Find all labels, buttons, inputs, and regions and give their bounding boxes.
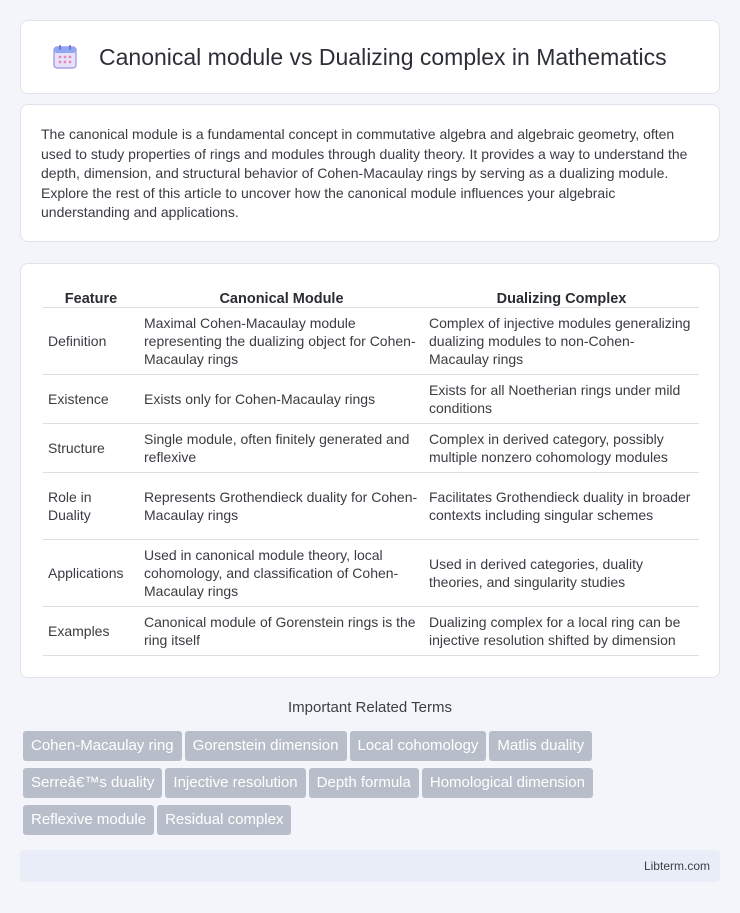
row-canonical: Represents Grothendieck duality for Cohen-Macaulay rings <box>139 473 424 540</box>
table-row <box>43 424 699 473</box>
row-canonical: Used in canonical module theory, local cohomology, and classification of Cohen-Macaulay rings <box>139 540 424 607</box>
row-dualizing: Complex of injective modules generalizing dualizing modules to non-Cohen-Macaulay rings <box>424 308 699 375</box>
calendar-icon <box>51 43 79 71</box>
row-feature: Applications <box>43 540 139 607</box>
row-feature: Structure <box>43 424 139 473</box>
related-term-tag[interactable]: Residual complex <box>157 805 291 835</box>
row-canonical: Canonical module of Gorenstein rings is the ring itself <box>139 607 424 656</box>
row-canonical: Single module, often finitely generated and reflexive <box>139 424 424 473</box>
header-feature: Feature <box>43 286 139 308</box>
table-header-row <box>43 286 699 308</box>
related-term-tag[interactable]: Gorenstein dimension <box>185 731 347 761</box>
related-term-tag[interactable]: Local cohomology <box>350 731 487 761</box>
table-row <box>43 607 699 656</box>
comparison-table-card <box>20 263 720 678</box>
related-term-tag[interactable]: Injective resolution <box>165 768 305 798</box>
table-row <box>43 308 699 375</box>
comparison-table <box>43 286 699 656</box>
row-dualizing: Dualizing complex for a local ring can be injective resolution shifted by dimension <box>424 607 699 656</box>
row-feature: Definition <box>43 308 139 375</box>
related-terms-tags <box>23 731 723 842</box>
footer <box>20 850 720 882</box>
row-dualizing: Exists for all Noetherian rings under mild conditions <box>424 375 699 424</box>
row-dualizing: Complex in derived category, possibly multiple nonzero cohomology modules <box>424 424 699 473</box>
related-term-tag[interactable]: Cohen-Macaulay ring <box>23 731 182 761</box>
row-dualizing: Facilitates Grothendieck duality in broader contexts including singular schemes <box>424 473 699 540</box>
table-row <box>43 540 699 607</box>
row-canonical: Exists only for Cohen-Macaulay rings <box>139 375 424 424</box>
row-canonical: Maximal Cohen-Macaulay module representing the dualizing object for Cohen-Macaulay rings <box>139 308 424 375</box>
related-term-tag[interactable]: Depth formula <box>309 768 419 798</box>
row-dualizing: Used in derived categories, duality theories, and singularity studies <box>424 540 699 607</box>
intro-text: The canonical module is a fundamental concept in commutative algebra and algebraic geometry, often used to study properties of rings and modules through duality theory. It provides a way to understand the depth, dimension, and structural behavior of Cohen-Macaulay rings by serving as a dualizing module. Explore the rest of this article to uncover how the canonical module influences your algebraic understanding and applications. <box>41 126 688 221</box>
header-canonical-module: Canonical Module <box>139 286 424 308</box>
header-card <box>20 20 720 94</box>
row-feature: Role in Duality <box>43 473 139 540</box>
related-term-tag[interactable]: Matlis duality <box>489 731 592 761</box>
intro-card <box>20 104 720 242</box>
table-row <box>43 473 699 540</box>
table-row <box>43 375 699 424</box>
related-term-tag[interactable]: Homological dimension <box>422 768 593 798</box>
header-dualizing-complex: Dualizing Complex <box>424 286 699 308</box>
row-feature: Examples <box>43 607 139 656</box>
related-term-tag[interactable]: Serreâ€™s duality <box>23 768 162 798</box>
related-terms-title: Important Related Terms <box>288 699 452 716</box>
row-feature: Existence <box>43 375 139 424</box>
footer-site-link[interactable]: Libterm.com <box>643 859 710 873</box>
page-title: Canonical module vs Dualizing complex in Mathematics <box>99 43 667 70</box>
related-term-tag[interactable]: Reflexive module <box>23 805 154 835</box>
